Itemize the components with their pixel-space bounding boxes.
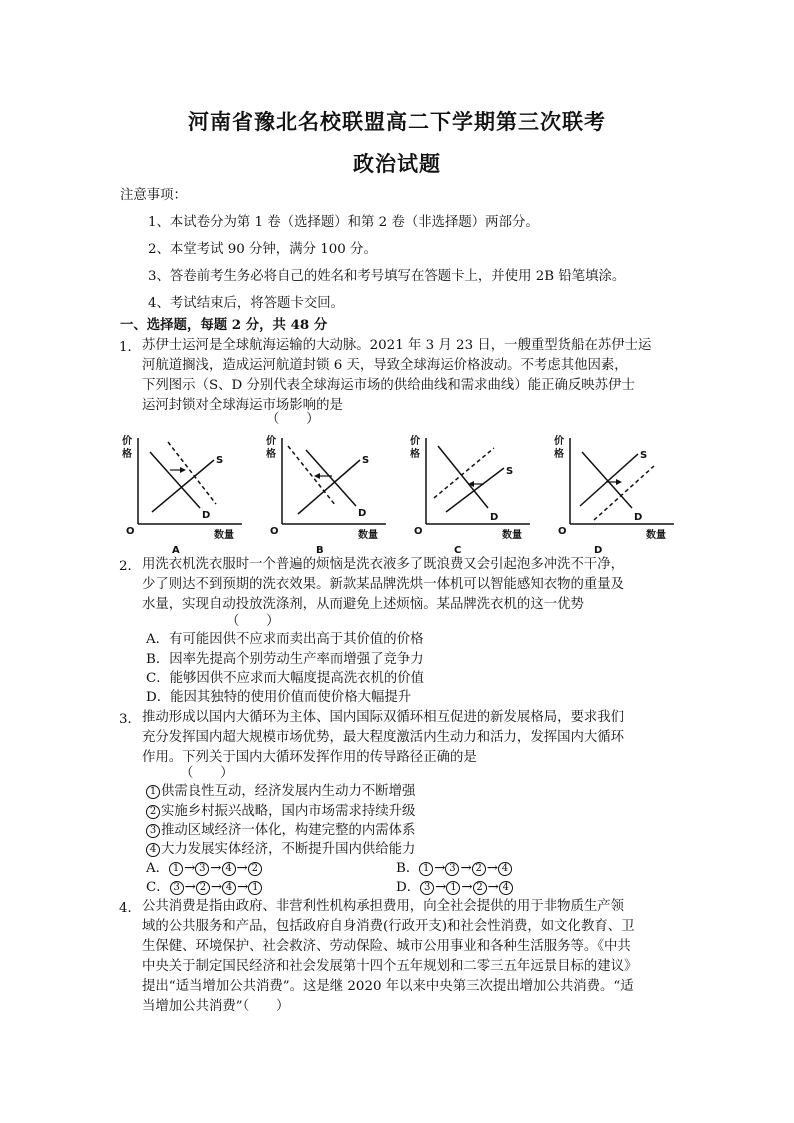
supply-label: S — [640, 450, 648, 461]
option: D． 3 → 1 → 2 → 4 — [396, 878, 514, 897]
origin-label: O — [558, 526, 567, 537]
question-text-line: 苏伊士运河是全球航海运输的大动脉。2021 年 3 月 23 日，一艘重型货船在苏伊士运 — [142, 338, 652, 353]
shifted-curve — [594, 466, 654, 520]
question-text-line: 作用。下列关于国内大循环发挥作用的传导路径正确的是 — [142, 750, 477, 765]
graph-d — [554, 432, 684, 554]
option: A． 1 → 3 → 4 → 2 — [146, 859, 263, 878]
option: C．能够因供不应求而大幅度提高洗衣机的价值 — [146, 671, 425, 686]
supply-curve — [298, 460, 360, 514]
shifted-curve — [168, 442, 216, 504]
question-text-line: 充分发挥国内超大规模市场优势，最大程度激活内生动力和活力，发挥国内大循环 — [142, 730, 625, 745]
supply-label: S — [506, 466, 514, 477]
graph-b — [266, 432, 396, 554]
statement-item: 4 大力发展实体经济，不断提升国内供给能力 — [146, 840, 415, 859]
shift-arrow-head — [616, 479, 622, 485]
question-text-line: 运河封锁对全球海运市场影响的是 — [142, 398, 343, 413]
quantity-label: 数量 — [214, 530, 234, 541]
quantity-label: 数量 — [646, 530, 666, 541]
question-number: 3． — [119, 712, 141, 727]
option: D．能因其独特的使用价值而使价格大幅提升 — [146, 690, 412, 705]
question-number: 1． — [119, 340, 141, 355]
notice-item: 2、本堂考试 90 分钟，满分 100 分。 — [148, 242, 377, 257]
question-text-line: 用洗衣机洗衣服时一个普遍的烦恼是洗衣液多了既浪费又会引起泡多冲洗不干净， — [142, 557, 625, 572]
graph-label: C — [454, 545, 462, 556]
question-text-line: 下列图示（S、D 分别代表全球海运市场的供给曲线和需求曲线）能正确反映苏伊士 — [142, 378, 635, 393]
shift-arrow-head — [180, 467, 186, 473]
option: B． 1 → 3 → 2 → 4 — [396, 859, 513, 878]
demand-label: D — [202, 510, 211, 521]
graph-label: D — [594, 545, 603, 556]
page-subtitle: 政治试题 — [353, 151, 441, 176]
statement-item: 2 实施乡村振兴战略，国内市场需求持续升级 — [146, 802, 415, 821]
answer-blank: （ ） — [180, 766, 234, 781]
demand-label: D — [634, 512, 643, 523]
supply-curve — [580, 454, 638, 506]
question-text-line: 中央关于制定国民经济和社会发展第十四个五年规划和二零三五年远景目标的建议》 — [142, 959, 638, 974]
option: A．有可能因供不应求而卖出高于其价值的价格 — [146, 632, 424, 647]
answer-blank: （ ） — [266, 412, 320, 427]
origin-label: O — [414, 526, 423, 537]
statement-item: 3 推动区域经济一体化，构建完整的内需体系 — [146, 821, 415, 840]
section-heading: 一、选择题，每题 2 分，共 48 分 — [120, 317, 328, 333]
notice-item: 1、本试卷分为第 1 卷（选择题）和第 2 卷（非选择题）两部分。 — [148, 215, 539, 230]
graph-label: A — [172, 545, 180, 556]
question-number: 2． — [119, 559, 141, 574]
graph-a — [122, 432, 252, 554]
demand-label: D — [490, 512, 499, 523]
option: B．因率先提高个别劳动生产率而增强了竞争力 — [146, 652, 424, 667]
option: C． 3 → 2 → 4 → 1 — [146, 878, 263, 897]
price-label: 格 — [122, 449, 132, 460]
price-label: 价 — [554, 436, 564, 447]
question-text-line: 水量，实现自动投放洗涤剂，从而避免上述烦恼。某品牌洗衣机的这一优势 — [142, 597, 584, 612]
price-label: 价 — [122, 436, 132, 447]
price-label: 格 — [554, 449, 564, 460]
question-text-line: 提出“适当增加公共消费”。这是继 2020 年以来中央第三次提出增加公共消费。“适 — [142, 979, 634, 994]
demand-curve — [582, 452, 632, 508]
circled-number: 3 — [146, 824, 160, 838]
origin-label: O — [270, 526, 279, 537]
price-label: 格 — [266, 449, 276, 460]
notice-item: 3、答卷前考生务必将自己的姓名和考号填写在答题卡上，并使用 2B 铅笔填涂。 — [148, 269, 626, 284]
price-label: 价 — [266, 436, 276, 447]
circled-number: 2 — [146, 805, 160, 819]
shifted-curve — [434, 448, 494, 498]
notice-heading: 注意事项： — [120, 188, 187, 203]
price-label: 价 — [410, 436, 420, 447]
question-text-line: 推动形成以国内大循环为主体、国内国际双循环相互促进的新发展格局，要求我们 — [142, 710, 625, 725]
quantity-label: 数量 — [358, 530, 378, 541]
demand-label: D — [358, 508, 367, 519]
graph-c — [410, 432, 540, 554]
graph-label: B — [316, 545, 324, 556]
supply-curve — [446, 468, 504, 512]
origin-label: O — [126, 526, 135, 537]
answer-blank: （ ） — [226, 614, 280, 629]
question-number: 4． — [119, 901, 141, 916]
shift-arrow-head — [314, 473, 320, 479]
question-text-line: 公共消费是指由政府、非营利性机构承担费用，向全社会提供的用于非物质生产领 — [142, 899, 625, 914]
question-text-line: 域的公共服务和产品，包括政府自身消费(行政开支)和社会性消费，如文化教育、卫 — [142, 919, 635, 934]
question-text-line: 生保健、环境保护、社会救济、劳动保险、城市公用事业和各种生活服务等。《中共 — [142, 939, 631, 954]
supply-curve — [152, 460, 214, 512]
demand-curve — [150, 452, 200, 508]
question-text-line: 河航道搁浅，造成运河航道封锁 6 天，导致全球海运价格波动。不考虑其他因素， — [142, 358, 628, 373]
notice-item: 4、考试结束后，将答题卡交回。 — [148, 296, 344, 311]
circled-number: 1 — [146, 785, 160, 799]
supply-label: S — [216, 455, 224, 466]
statement-item: 1 供需良性互动，经济发展内生动力不断增强 — [146, 782, 415, 801]
question-text-line: 当增加公共消费”（ ） — [142, 999, 290, 1014]
supply-label: S — [362, 455, 370, 466]
quantity-label: 数量 — [502, 530, 522, 541]
question-text-line: 少了则达不到预期的洗衣效果。新款某品牌洗烘一体机可以智能感知衣物的重量及 — [142, 577, 625, 592]
price-label: 格 — [410, 449, 420, 460]
circled-number: 4 — [146, 843, 160, 857]
demand-curve — [306, 450, 356, 506]
page-title: 河南省豫北名校联盟高二下学期第三次联考 — [188, 109, 606, 134]
